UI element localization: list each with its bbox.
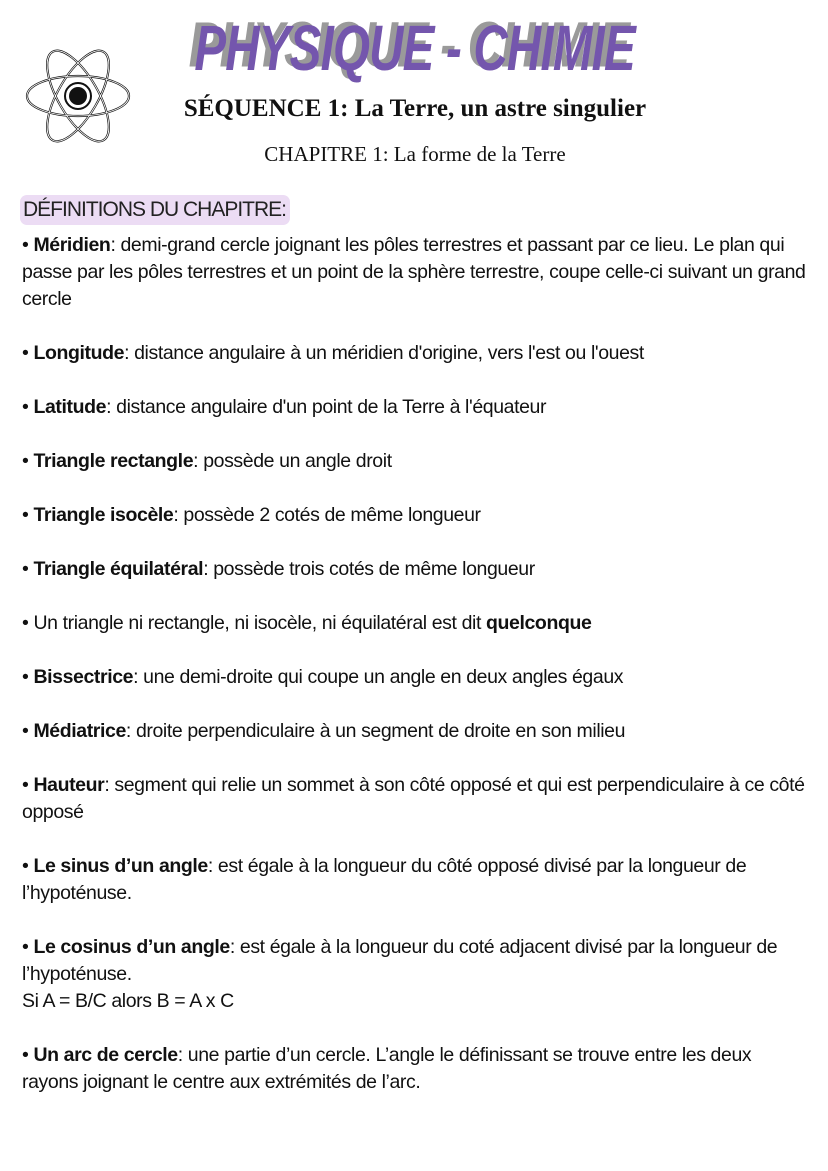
bullet: • xyxy=(22,1044,34,1066)
definition-item xyxy=(22,556,812,583)
definition-text: : distance angulaire à un méridien d'origine, vers l'est ou l'ouest xyxy=(124,342,644,364)
title-container xyxy=(150,14,680,84)
definition-term: quelconque xyxy=(486,612,592,634)
definitions-list xyxy=(22,232,812,1123)
definition-item xyxy=(22,772,812,826)
definition-text: : une partie d’un cercle. L’angle le définissant se trouve entre les deux rayons joignant le centre aux extrémités de l’arc. xyxy=(22,1044,752,1093)
definition-text: : possède un angle droit xyxy=(193,450,392,472)
definition-item xyxy=(22,718,812,745)
chapter-title: CHAPITRE 1: La forme de la Terre xyxy=(264,142,566,166)
definition-term: Méridien xyxy=(33,234,111,256)
bullet: • xyxy=(22,936,34,958)
definition-text: : demi-grand cercle joignant les pôles terrestres et passant par ce lieu. Le plan qui passe par les pôles terrestres et un point de la sphère terrestre, coupe celle-ci suivant un grand cercle xyxy=(22,234,806,310)
definition-text: : est égale à la longueur du coté adjacent divisé par la longueur de l’hypoténuse. xyxy=(22,936,778,985)
bullet: • xyxy=(22,774,34,796)
bullet: • xyxy=(22,855,34,877)
definition-item xyxy=(22,664,812,691)
definition-text: : possède 2 cotés de même longueur xyxy=(173,504,481,526)
definition-term: Triangle équilatéral xyxy=(33,558,204,580)
formula: Si A = B/C alors B = A x C xyxy=(22,990,234,1012)
definition-text: Un triangle ni rectangle, ni isocèle, ni équilatéral est dit xyxy=(33,612,486,634)
atom-icon xyxy=(24,40,132,152)
definition-term: Hauteur xyxy=(33,774,105,796)
definition-item xyxy=(22,502,812,529)
definition-item xyxy=(22,610,812,637)
bullet: • xyxy=(22,666,34,688)
bullet: • xyxy=(22,612,34,634)
sequence-title: SÉQUENCE 1: La Terre, un astre singulier xyxy=(183,95,647,122)
definition-item xyxy=(22,448,812,475)
definition-item xyxy=(22,340,812,367)
bullet: • xyxy=(22,396,34,418)
definition-item xyxy=(22,853,812,907)
definition-item xyxy=(22,1042,812,1096)
page-title: PHYSIQUE - CHIMIE xyxy=(194,12,636,85)
definition-term: Longitude xyxy=(33,342,125,364)
definition-term: Le sinus d’un angle xyxy=(33,855,208,877)
definition-text: : une demi-droite qui coupe un angle en deux angles égaux xyxy=(133,666,624,688)
definition-text: : distance angulaire d'un point de la Terre à l'équateur xyxy=(106,396,547,418)
definition-term: Le cosinus d’un angle xyxy=(33,936,230,958)
definition-term: Un arc de cercle xyxy=(33,1044,178,1066)
definition-term: Bissectrice xyxy=(33,666,134,688)
bullet: • xyxy=(22,450,34,472)
definition-text: : est égale à la longueur du côté opposé divisé par la longueur de l’hypoténuse. xyxy=(22,855,747,904)
definition-text: : droite perpendiculaire à un segment de droite en son milieu xyxy=(125,720,626,742)
definition-text: : segment qui relie un sommet à son côté opposé et qui est perpendiculaire à ce côté opposé xyxy=(22,774,805,823)
definition-term: Médiatrice xyxy=(33,720,126,742)
bullet: • xyxy=(22,342,34,364)
bullet: • xyxy=(22,720,34,742)
definition-item xyxy=(22,934,812,1015)
bullet: • xyxy=(22,234,34,256)
definitions-heading: DÉFINITIONS DU CHAPITRE: xyxy=(20,195,290,225)
definition-term: Latitude xyxy=(33,396,107,418)
definition-term: Triangle isocèle xyxy=(33,504,174,526)
bullet: • xyxy=(22,504,34,526)
bullet: • xyxy=(22,558,34,580)
definition-item xyxy=(22,232,812,313)
definition-item xyxy=(22,394,812,421)
definition-text: : possède trois cotés de même longueur xyxy=(203,558,535,580)
definition-term: Triangle rectangle xyxy=(33,450,194,472)
